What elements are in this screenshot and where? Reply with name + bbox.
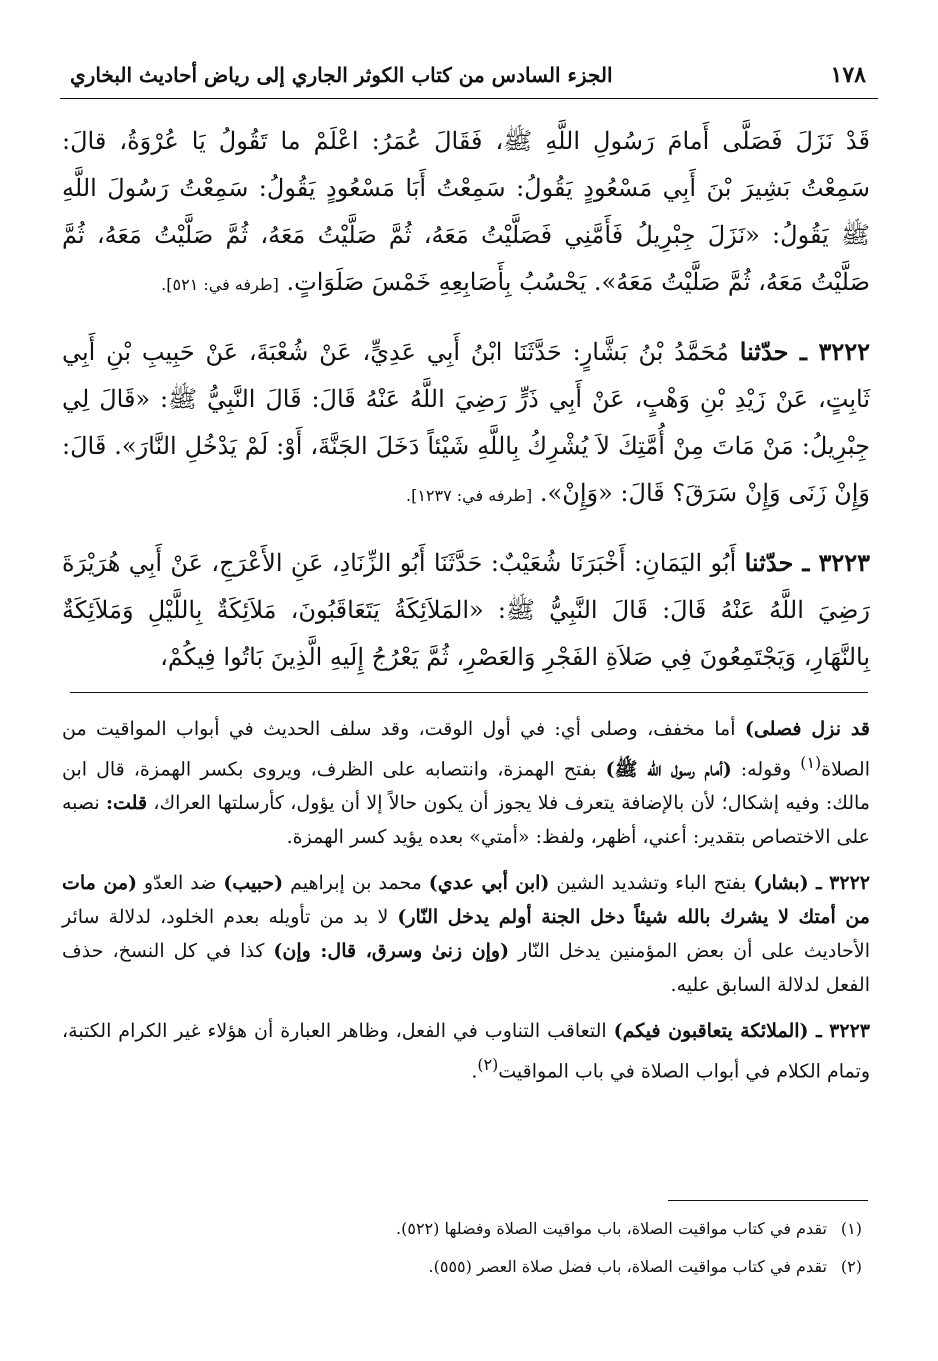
commentary-text: بفتح الباء وتشديد الشين xyxy=(549,872,754,895)
commentary-text: نصبه على الاختصاص بتقدير: أعني، أظهر، ولفظ: «أمتي» بعده يؤيد كسر الهمزة. xyxy=(62,792,870,849)
lemma: (وإن زنىٰ وسرق، قال: وإن) xyxy=(273,940,510,963)
hadith-number: ٣٢٢٢ ـ حدّثنا xyxy=(739,337,870,366)
hadith-number: ٣٢٢٣ ـ حدّثنا xyxy=(744,548,870,577)
commentary-text: بفتح الهمزة، وانتصابه على الظرف، ويروى بكسر الهمزة، قال ابن مالك: وفيه إشكال؛ لأن بالإضافة يتعرف فلا يجوز أن يكون حالاً إلا أن يؤول، كأرسلتها العراك، xyxy=(62,758,870,815)
footnote-ref: (١) xyxy=(800,753,822,772)
hadith-3222 xyxy=(62,328,870,519)
tarf-reference: [طرفه في: ١٢٣٧]. xyxy=(405,486,533,505)
hadith-number: ٣٢٢٣ ـ xyxy=(808,1020,870,1043)
hadith-body: أَبُو اليَمَانِ: أَخْبَرَنَا شُعَيْبٌ: حَدَّثَنَا أَبُو الزِّنَادِ، عَنِ الأَعْرَجِ، عَنْ أَبِي هُرَيْرَةَ رَضِيَ اللَّهُ عَنْهُ قَالَ: قَالَ النَّبِيُّ ﷺ: «المَلاَئِكَةُ يَتَعَاقَبُونَ، مَلاَئِكَةٌ بِاللَّيْلِ وَمَلاَئِكَةٌ بِالنَّهَارِ، وَيَجْتَمِعُونَ فِي صَلاَةِ الفَجْرِ وَالعَصْرِ، ثُمَّ يَعْرُجُ إِلَيهِ الَّذِينَ بَاتُوا فِيكُمْ، xyxy=(62,549,870,671)
page-header xyxy=(60,52,878,99)
commentary-text: محمد بن إبراهيم xyxy=(283,872,429,895)
commentary-paragraph xyxy=(62,712,870,854)
commentary-text: التعاقب التناوب في الفعل، وظاهر العبارة أن هؤلاء غير الكرام الكتبة، وتمام الكلام في أبواب الصلاة في باب المواقيت xyxy=(62,1020,870,1083)
lemma: قد نزل فصلى) xyxy=(744,718,870,740)
lemma: قلت: xyxy=(106,792,148,815)
hadith-body: قَدْ نَزَلَ فَصَلَّى أَمامَ رَسُولِ اللَّهِ ﷺ، فَقَالَ عُمَرُ: اعْلَمْ ما تَقُولُ يَا عُرْوَةُ، قالَ: سَمِعْتُ بَشِيرَ بْنَ أَبِي مَسْعُودٍ يَقُولُ: سَمِعْتُ أَبَا مَسْعُودٍ يَقُولُ: سَمِعْتُ رَسُولَ اللَّهِ ﷺ يَقُولُ: «نَزَلَ جِبْرِيلُ فَأَمَّنِي فَصَلَّيْتُ مَعَهُ، ثُمَّ صَلَّيْتُ مَعَهُ، ثُمَّ صَلَّيْتُ مَعَهُ، ثُمَّ صَلَّيْتُ مَعَهُ، ثُمَّ صَلَّيْتُ مَعَهُ». يَحْسُبُ بِأَصَابِعِهِ خَمْسَ صَلَوَاتٍ. xyxy=(62,127,870,296)
lemma: (الملائكة يتعاقبون فيكم) xyxy=(613,1020,809,1043)
footnote-text: تقدم في كتاب مواقيت الصلاة، باب فضل صلاة العصر (٥٥٥). xyxy=(428,1257,827,1276)
footnote-ref: (٢) xyxy=(477,1055,499,1075)
commentary-text: أما مخفف، وصلى أي: في أول الوقت، وقد سلف الحديث في أبواب المواقيت من الصلاة xyxy=(62,718,870,781)
hadith-number: ٣٢٢٢ ـ xyxy=(808,872,870,895)
footnote xyxy=(62,1248,862,1286)
commentary-paragraph xyxy=(62,1014,870,1088)
footnote-marker: (٢) xyxy=(840,1257,862,1276)
footnotes xyxy=(62,1210,862,1286)
hadith-body: مُحَمَّدُ بْنُ بَشَّارٍ: حَدَّثَنَا ابْنُ أَبِي عَدِيٍّ، عَنْ شُعْبَةَ، عَنْ حَبِيبِ بْنِ أَبِي ثَابِتٍ، عَنْ زَيْدِ بْنِ وَهْبٍ، عَنْ أَبِي ذَرٍّ رَضِيَ اللَّهُ عَنْهُ قَالَ: قَالَ النَّبِيُّ ﷺ: «قَالَ لِي جِبْرِيلُ: مَنْ مَاتَ مِنْ أُمَّتِكَ لاَ يُشْرِكُ بِاللَّهِ شَيْئاً دَخَلَ الجَنَّةَ، أَوْ: لَمْ يَدْخُلِ النَّارَ». قَالَ: وَإِنْ زَنَى وَإِنْ سَرَقَ؟ قَالَ: «وَإِنْ». xyxy=(62,338,870,507)
running-title: الجزء السادس من كتاب الكوثر الجاري إلى رياض أحاديث البخاري xyxy=(70,63,613,87)
commentary-paragraph xyxy=(62,866,870,1002)
lemma: (ابن أبي عدي) xyxy=(428,872,550,895)
lemma: (أمام رسول الله ﷺ) xyxy=(605,758,732,781)
commentary-text: كذا في كل النسخ، حذف الفعل لدلالة السابق عليه. xyxy=(62,940,870,997)
commentary-text: ضد العدّو xyxy=(137,872,224,895)
tarf-reference: [طرفه في: ٥٢١]. xyxy=(161,275,279,294)
hadith-continuation xyxy=(62,118,870,308)
footnote-marker: (١) xyxy=(840,1219,862,1238)
page-number: ١٧٨ xyxy=(830,62,866,88)
commentary-text: لا بد من تأويله بعدم الخلود، لدلالة سائر الأحاديث على أن بعض المؤمنين يدخل النّار xyxy=(62,906,870,963)
footnote xyxy=(62,1210,862,1248)
separator-rule xyxy=(70,692,868,693)
lemma: (من مات من أمتك لا يشرك بالله شيئاً دخل الجنة أولم يدخل النّار) xyxy=(62,872,870,929)
commentary-text: وقوله: xyxy=(731,758,801,781)
hadith-text xyxy=(62,118,870,701)
commentary xyxy=(62,712,870,1101)
lemma: (بشار) xyxy=(753,872,809,895)
commentary-text: . xyxy=(471,1060,478,1083)
footnote-rule xyxy=(668,1200,868,1201)
footnote-text: تقدم في كتاب مواقيت الصلاة، باب مواقيت الصلاة وفضلها (٥٢٢). xyxy=(396,1219,827,1238)
hadith-3223 xyxy=(62,539,870,681)
lemma: (حبيب) xyxy=(223,872,284,895)
